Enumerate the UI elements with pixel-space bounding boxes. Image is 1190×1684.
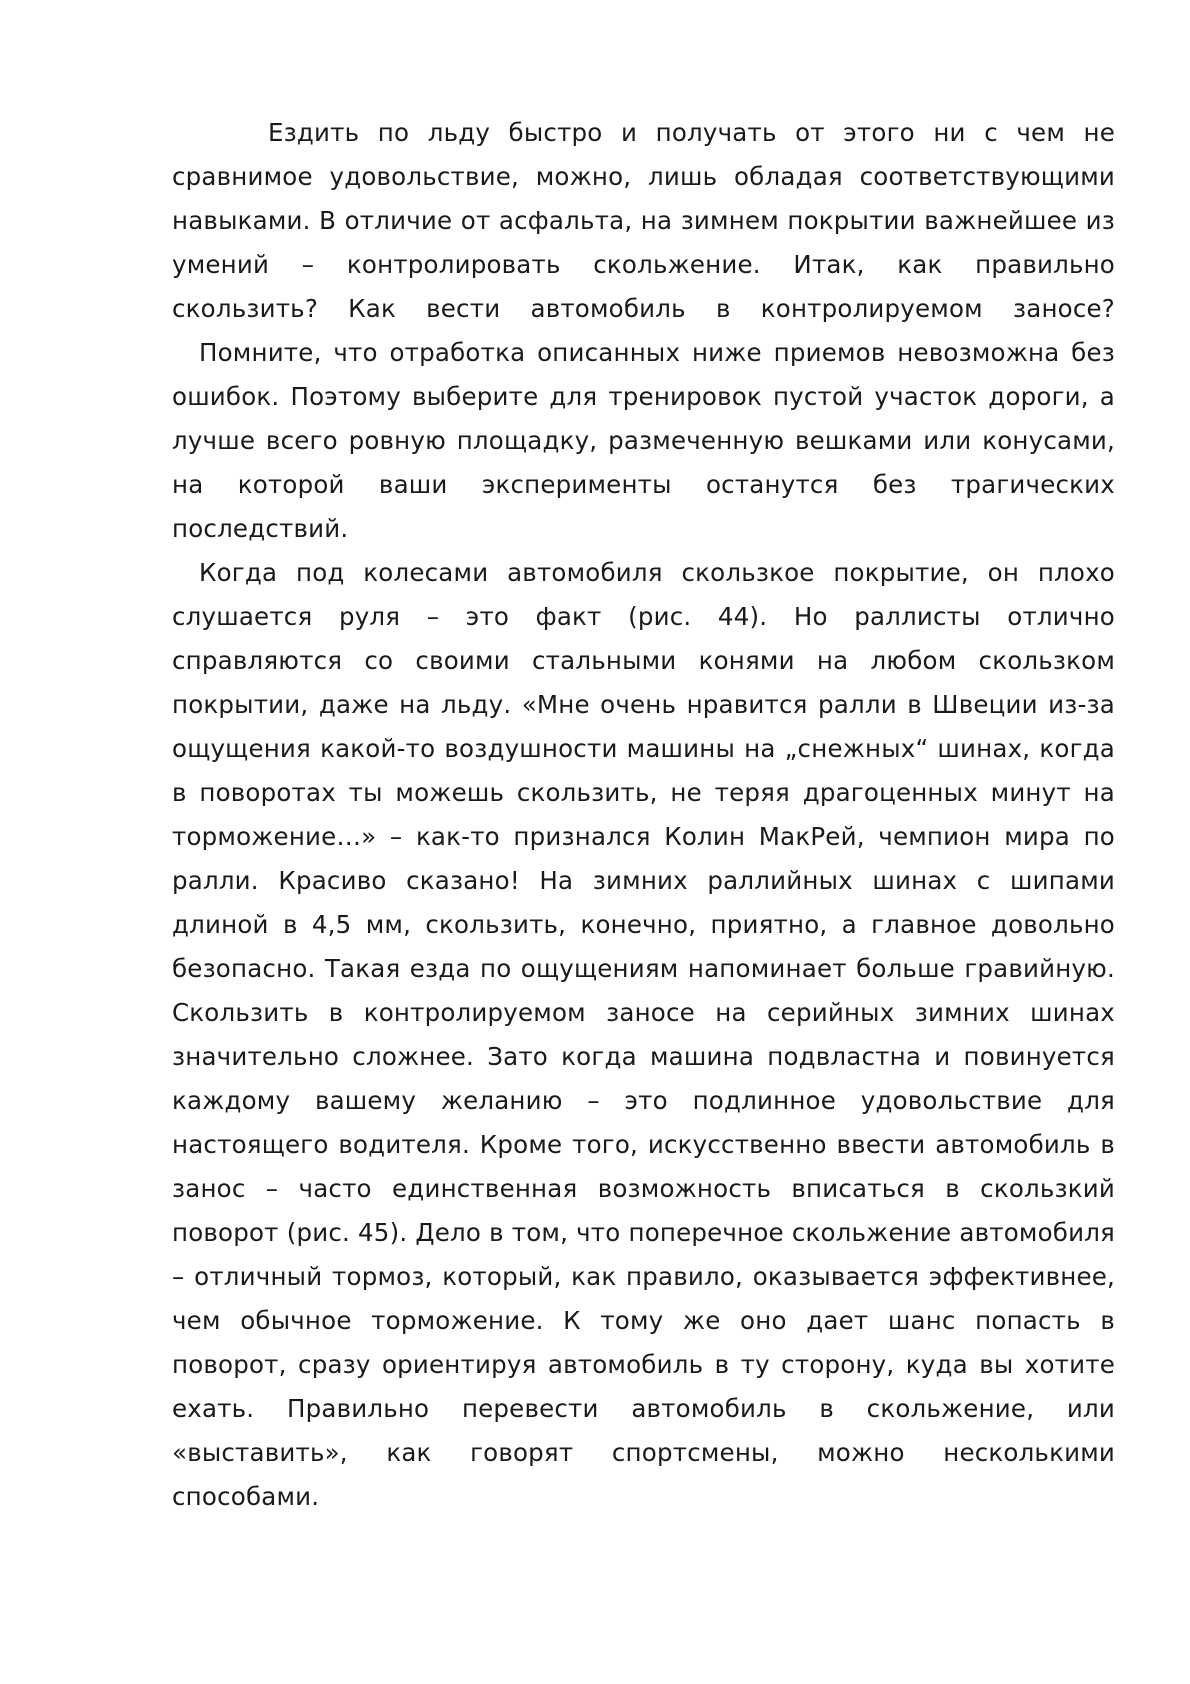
document-page	[172, 111, 1115, 1519]
paragraph-ice-driving-intro: Ездить по льду быстро и получать от этого ни с чем не сравнимое удовольствие, можно, лишь обладая соответствующими навыками. В отличие от асфальта, на зимнем покрытии важнейшее из умений – контролировать скольжение. Итак, как правильно скользить? Как вести автомобиль в контролируемом заносе?	[172, 118, 1115, 323]
paragraph-practice-area: Помните, что отработка описанных ниже приемов невозможна без ошибок. Поэтому выберите для тренировок пустой участок дороги, а лучше всего ровную площадку, размеченную вешками или конусами, на которой ваши эксперименты останутся без трагических последствий.	[172, 338, 1115, 543]
paragraph-rally-sliding: Когда под колесами автомобиля скользкое покрытие, он плохо слушается руля – это факт (рис. 44). Но раллисты отлично справляются со своими стальными конями на любом скользком покрытии, даже на льду. «Мне очень нравится ралли в Швеции из-за ощущения какой-то воздушности машины на „снежных“ шинах, когда в поворотах ты можешь скользить, не теряя драгоценных минут на торможение…» – как-то признался Колин МакРей, чемпион мира по ралли. Красиво сказано! На зимних раллийных шинах с шипами длиной в 4,5 мм, скользить, конечно, приятно, а главное довольно безопасно. Такая езда по ощущениям напоминает больше гравийную. Скользить в контролируемом заносе на серийных зимних шинах значительно сложнее. Зато когда машина подвластна и повинуется каждому вашему желанию – это подлинное удовольствие для настоящего водителя. Кроме того, искусственно ввести автомобиль в занос – часто единственная возможность вписаться в скользкий поворот (рис. 45). Дело в том, что поперечное скольжение автомобиля – отличный тормоз, который, как правило, оказывается эффективнее, чем обычное торможение. К тому же оно дает шанс попасть в поворот, сразу ориентируя автомобиль в ту сторону, куда вы хотите ехать. Правильно перевести автомобиль в скольжение, или «выставить», как говорят спортсмены, можно несколькими способами.	[172, 558, 1115, 1511]
